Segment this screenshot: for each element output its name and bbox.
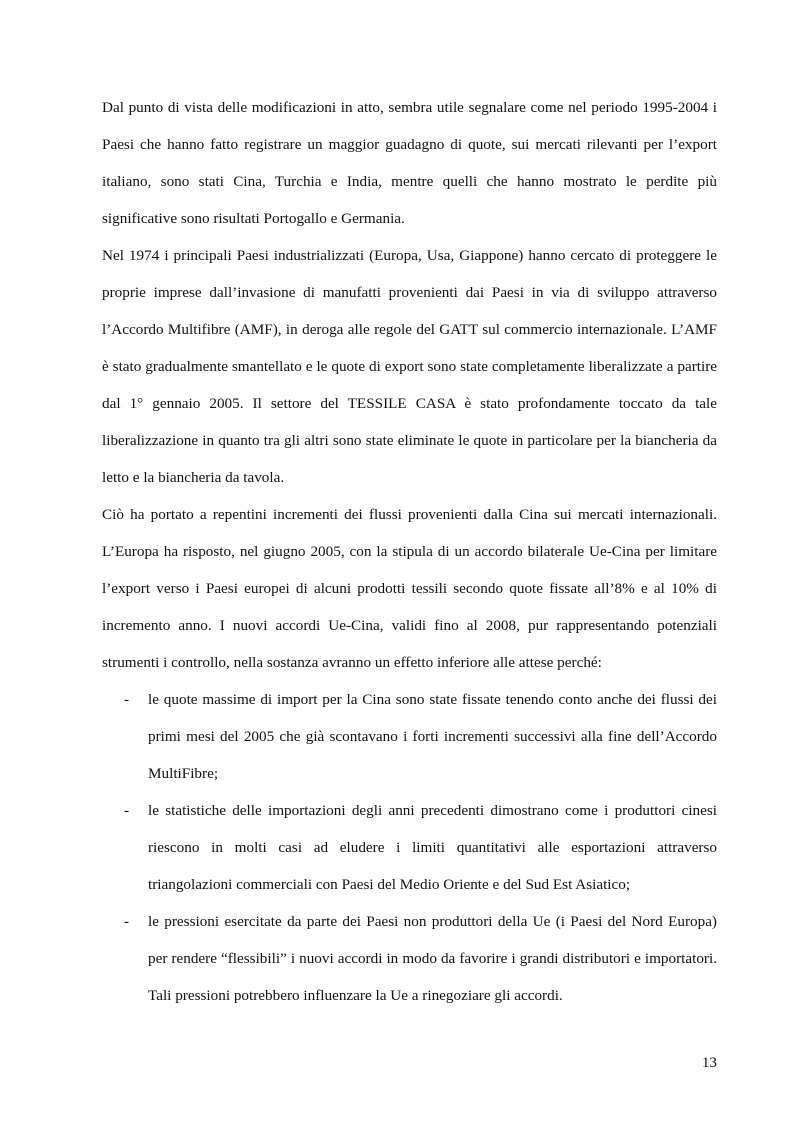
bullet-dash: - xyxy=(124,913,130,930)
list-item-text: le statistiche delle importazioni degli anni precedenti dimostrano come i produttori cinesi riescono in molti casi ad eludere i limiti quantitativi alle esportazioni attraverso triangolazioni commerciali con Paesi del Medio Oriente e del Sud Est Asiatico; xyxy=(148,802,717,893)
page-number: 13 xyxy=(701,1054,717,1071)
list-item-text: le quote massime di import per la Cina sono state fissate tenendo conto anche dei flussi dei primi mesi del 2005 che già scontavano i forti incrementi successivi alla fine dell’Accordo MultiFibre; xyxy=(148,691,717,782)
body-text xyxy=(102,89,717,1014)
paragraph-trade-shares: Dal punto di vista delle modificazioni in atto, sembra utile segnalare come nel periodo 1995-2004 i Paesi che hanno fatto registrare un maggior guadagno di quote, sui mercati rilevanti per l’export italiano, sono stati Cina, Turchia e India, mentre quelli che hanno mostrato le perdite più significative sono risultati Portogallo e Germania. xyxy=(102,99,717,227)
list-item xyxy=(102,681,717,792)
reasons-list xyxy=(102,681,717,1014)
list-item xyxy=(102,903,717,1014)
bullet-dash: - xyxy=(124,691,130,708)
paragraph-multifibre-agreement: Nel 1974 i principali Paesi industrializzati (Europa, Usa, Giappone) hanno cercato di proteggere le proprie imprese dall’invasione di manufatti provenienti dai Paesi in via di sviluppo attraverso l’Accordo Multifibre (AMF), in deroga alle regole del GATT sul commercio internazionale. L’AMF è stato gradualmente smantellato e le quote di export sono state completamente liberalizzate a partire dal 1° gennaio 2005. Il settore del TESSILE CASA è stato profondamente toccato da tale liberalizzazione in quanto tra gli altri sono state eliminate le quote in particolare per la biancheria da letto e la biancheria da tavola. xyxy=(102,247,717,486)
list-item-text: le pressioni esercitate da parte dei Paesi non produttori della Ue (i Paesi del Nord Europa) per rendere “flessibili” i nuovi accordi in modo da favorire i grandi distributori e importatori. Tali pressioni potrebbero influenzare la Ue a rinegoziare gli accordi. xyxy=(148,913,717,1004)
paragraph-eu-china-agreement: Ciò ha portato a repentini incrementi dei flussi provenienti dalla Cina sui mercati internazionali. L’Europa ha risposto, nel giugno 2005, con la stipula di un accordo bilaterale Ue-Cina per limitare l’export verso i Paesi europei di alcuni prodotti tessili secondo quote fissate all’8% e al 10% di incremento anno. I nuovi accordi Ue-Cina, validi fino al 2008, pur rappresentando potenziali strumenti i controllo, nella sostanza avranno un effetto inferiore alle attese perché: xyxy=(102,506,717,671)
list-item xyxy=(102,792,717,903)
bullet-dash: - xyxy=(124,802,130,819)
